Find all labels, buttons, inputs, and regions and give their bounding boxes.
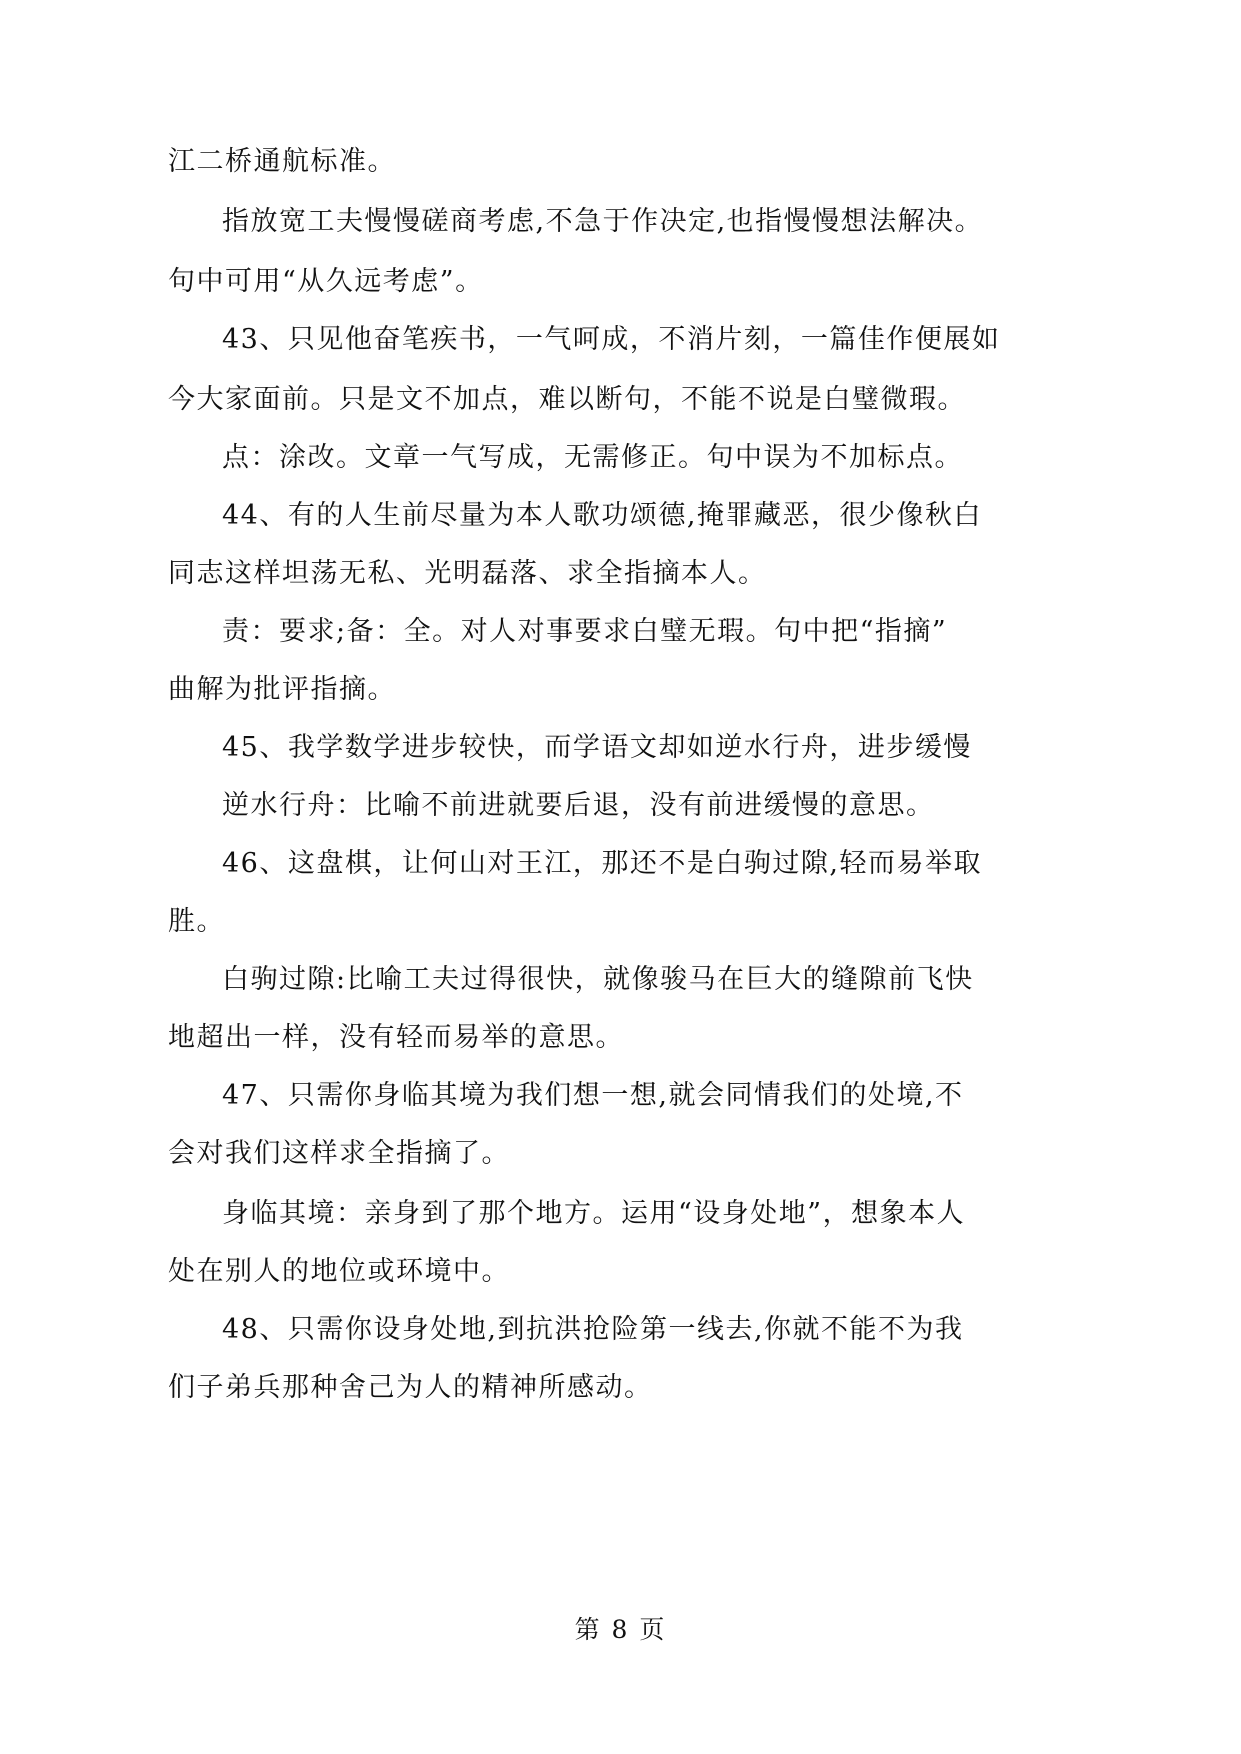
text-line: 曲解为批评指摘。 — [168, 674, 396, 705]
text-line: 责：要求;备：全。对人对事要求白璧无瑕。句中把“指摘” — [222, 616, 948, 647]
text-line: 45、我学数学进步较快，而学语文却如逆水行舟，进步缓慢 — [222, 732, 972, 763]
text-line: 48、只需你设身处地,到抗洪抢险第一线去,你就不能不为我 — [222, 1314, 964, 1345]
page-number: 第 8 页 — [574, 1615, 667, 1644]
text-line: 今大家面前。只是文不加点，难以断句，不能不说是白璧微瑕。 — [168, 384, 966, 415]
text-line: 身临其境：亲身到了那个地方。运用“设身处地”，想象本人 — [222, 1198, 966, 1229]
text-line: 43、只见他奋笔疾书，一气呵成，不消片刻，一篇佳作便展如 — [222, 324, 1001, 355]
text-line: 们子弟兵那种舍己为人的精神所感动。 — [168, 1372, 653, 1403]
text-line: 47、只需你身临其境为我们想一想,就会同情我们的处境,不 — [222, 1080, 964, 1111]
text-line: 句中可用“从久远考虑”。 — [168, 266, 484, 297]
text-line: 会对我们这样求全指摘了。 — [168, 1138, 510, 1169]
text-line: 指放宽工夫慢慢磋商考虑,不急于作决定,也指慢慢想法解决。 — [222, 206, 984, 237]
text-line: 点：涂改。文章一气写成，无需修正。句中误为不加标点。 — [222, 442, 963, 473]
text-line: 处在别人的地位或环境中。 — [168, 1256, 510, 1287]
text-line: 胜。 — [168, 906, 225, 937]
text-line: 同志这样坦荡无私、光明磊落、求全指摘本人。 — [168, 558, 767, 589]
text-line: 逆水行舟：比喻不前进就要后退，没有前进缓慢的意思。 — [222, 790, 935, 821]
text-line: 46、这盘棋，让何山对王江，那还不是白驹过隙,轻而易举取 — [222, 848, 982, 879]
text-line: 44、有的人生前尽量为本人歌功颂德,掩罪藏恶，很少像秋白 — [222, 500, 982, 531]
text-line: 白驹过隙:比喻工夫过得很快，就像骏马在巨大的缝隙前飞快 — [222, 964, 974, 995]
text-line: 江二桥通航标准。 — [168, 146, 396, 177]
text-line: 地超出一样，没有轻而易举的意思。 — [168, 1022, 624, 1053]
